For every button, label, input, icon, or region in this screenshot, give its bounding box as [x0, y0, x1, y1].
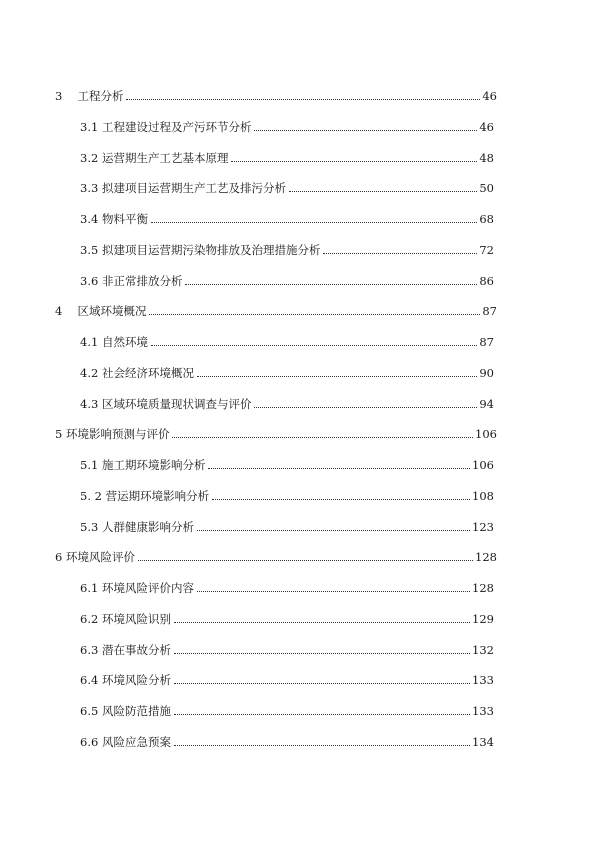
dot-leader: [197, 590, 470, 592]
toc-entry-label: 6.1 环境风险评价内容: [80, 581, 194, 595]
toc-entry[interactable]: [55, 550, 497, 564]
dot-leader: [174, 713, 470, 715]
toc-entry[interactable]: [80, 612, 494, 626]
toc-entry-page-number: 87: [479, 335, 494, 349]
dot-leader: [289, 190, 477, 192]
toc-entry[interactable]: [80, 489, 494, 503]
toc-entry[interactable]: [80, 335, 494, 349]
toc-entry-label: 3.2 运营期生产工艺基本原理: [80, 151, 229, 165]
dot-leader: [138, 559, 473, 561]
dot-leader: [174, 682, 470, 684]
toc-entry[interactable]: [80, 520, 494, 534]
dot-leader: [231, 160, 477, 162]
toc-entry-label: 3.1 工程建设过程及产污环节分析: [80, 120, 252, 134]
dot-leader: [197, 375, 477, 377]
toc-entry-label: 5.3 人群健康影响分析: [80, 520, 194, 534]
dot-leader: [174, 652, 470, 654]
toc-entry-page-number: 90: [479, 366, 494, 380]
toc-entry[interactable]: [80, 643, 494, 657]
toc-entry-page-number: 106: [472, 458, 494, 472]
toc-entry-page-number: 133: [472, 704, 494, 718]
toc-entry[interactable]: [55, 89, 497, 103]
toc-entry[interactable]: [80, 366, 494, 380]
toc-entry-label: 4 区域环境概况: [55, 304, 147, 318]
toc-entry-page-number: 48: [479, 151, 494, 165]
toc-entry-label: 5.1 施工期环境影响分析: [80, 458, 206, 472]
toc-entry-page-number: 94: [479, 397, 494, 411]
toc-entry-label: 4.1 自然环境: [80, 335, 148, 349]
dot-leader: [174, 621, 470, 623]
toc-entry[interactable]: [80, 673, 494, 687]
toc-entry-label: 4.2 社会经济环境概况: [80, 366, 194, 380]
dot-leader: [174, 744, 470, 746]
toc-entry-page-number: 46: [482, 89, 497, 103]
toc-entry-page-number: 132: [472, 643, 494, 657]
dot-leader: [172, 436, 473, 438]
toc-entry-page-number: 86: [479, 274, 494, 288]
toc-entry-page-number: 50: [479, 181, 494, 195]
toc-entry-label: 3.3 拟建项目运营期生产工艺及排污分析: [80, 181, 286, 195]
toc-entry-label: 3.4 物料平衡: [80, 212, 148, 226]
toc-entry-page-number: 108: [472, 489, 494, 503]
toc-entry-page-number: 87: [482, 304, 497, 318]
toc-entry-page-number: 72: [479, 243, 494, 257]
dot-leader: [197, 529, 470, 531]
toc-entry-page-number: 128: [475, 550, 497, 564]
toc-entry[interactable]: [80, 704, 494, 718]
toc-entry[interactable]: [80, 458, 494, 472]
toc-entry-label: 4.3 区域环境质量现状调查与评价: [80, 397, 252, 411]
dot-leader: [185, 283, 477, 285]
toc-entry[interactable]: [80, 212, 494, 226]
toc-entry[interactable]: [80, 397, 494, 411]
toc-entry-label: 6.6 风险应急预案: [80, 735, 171, 749]
toc-entry[interactable]: [80, 181, 494, 195]
toc-entry-label: 3 工程分析: [55, 89, 124, 103]
dot-leader: [212, 498, 470, 500]
toc-entry-page-number: 128: [472, 581, 494, 595]
toc-entry-page-number: 106: [475, 427, 497, 441]
toc-entry-label: 3.5 拟建项目运营期污染物排放及治理措施分析: [80, 243, 321, 257]
toc-entry[interactable]: [55, 427, 497, 441]
dot-leader: [254, 406, 477, 408]
toc-entry-label: 6.2 环境风险识别: [80, 612, 171, 626]
toc-entry[interactable]: [80, 735, 494, 749]
toc-entry[interactable]: [80, 581, 494, 595]
dot-leader: [254, 129, 477, 131]
toc-entry-page-number: 46: [479, 120, 494, 134]
toc-entry-page-number: 133: [472, 673, 494, 687]
toc-entry-label: 5 环境影响预测与评价: [55, 427, 170, 441]
toc-entry-page-number: 134: [472, 735, 494, 749]
toc-entry-page-number: 123: [472, 520, 494, 534]
toc-entry-label: 6.5 风险防范措施: [80, 704, 171, 718]
toc-entry-label: 5. 2 营运期环境影响分析: [80, 489, 210, 503]
toc-entry-page-number: 129: [472, 612, 494, 626]
dot-leader: [323, 252, 477, 254]
toc-entry-label: 6.3 潜在事故分析: [80, 643, 171, 657]
dot-leader: [151, 344, 477, 346]
dot-leader: [151, 221, 477, 223]
toc-entry-label: 6 环境风险评价: [55, 550, 135, 564]
toc-entry[interactable]: [80, 243, 494, 257]
toc-entry-page-number: 68: [479, 212, 494, 226]
toc-entry[interactable]: [55, 304, 497, 318]
toc-entry[interactable]: [80, 151, 494, 165]
toc-entry-label: 3.6 非正常排放分析: [80, 274, 183, 288]
dot-leader: [208, 467, 470, 469]
dot-leader: [126, 98, 480, 100]
toc-entry[interactable]: [80, 274, 494, 288]
dot-leader: [149, 313, 480, 315]
toc-entry-label: 6.4 环境风险分析: [80, 673, 171, 687]
toc-entry[interactable]: [80, 120, 494, 134]
